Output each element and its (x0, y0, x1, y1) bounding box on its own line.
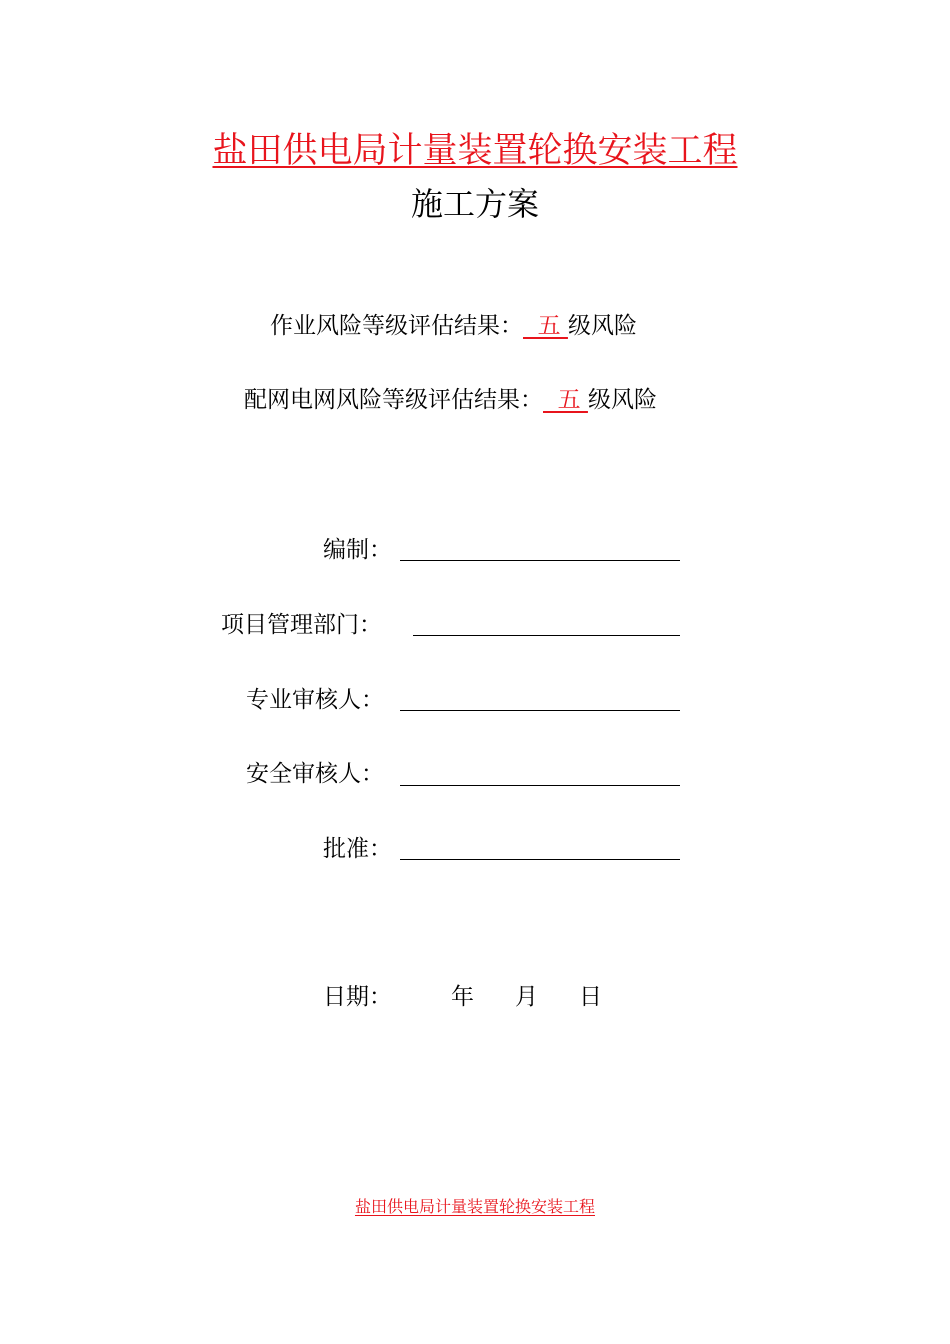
safety-reviewer-label: 安全审核人： (246, 761, 384, 787)
document-title (0, 128, 950, 174)
prepared-by-label: 编制： (323, 537, 392, 563)
prepared-by-signature-line[interactable] (400, 560, 680, 561)
date-label: 日期： (323, 984, 392, 1010)
grid-risk-line (244, 385, 657, 415)
approved-by-label: 批准： (323, 836, 392, 862)
page-footer (0, 1196, 950, 1218)
grid-risk-label: 配网电网风险等级评估结果： (244, 387, 543, 413)
work-risk-label: 作业风险等级评估结果： (270, 313, 523, 339)
page-footer-text: 盐田供电局计量装置轮换安装工程 (354, 1197, 595, 1216)
date-month: 月 (515, 984, 538, 1010)
grid-risk-value: 五 (543, 387, 588, 413)
project-dept-label: 项目管理部门： (221, 612, 382, 638)
date-day: 日 (579, 984, 602, 1010)
work-risk-value: 五 (523, 313, 568, 339)
document-title-text: 盐田供电局计量装置轮换安装工程 (212, 131, 738, 171)
document-subtitle: 施工方案 (410, 185, 539, 223)
date-year: 年 (451, 984, 474, 1010)
approved-by-signature-line[interactable] (400, 859, 680, 860)
work-risk-line (270, 311, 637, 341)
safety-reviewer-signature-line[interactable] (400, 785, 680, 786)
professional-reviewer-label: 专业审核人： (246, 687, 384, 713)
work-risk-suffix: 级风险 (567, 313, 637, 339)
professional-reviewer-signature-line[interactable] (400, 710, 680, 711)
project-dept-signature-line[interactable] (413, 635, 680, 636)
grid-risk-suffix: 级风险 (587, 387, 657, 413)
